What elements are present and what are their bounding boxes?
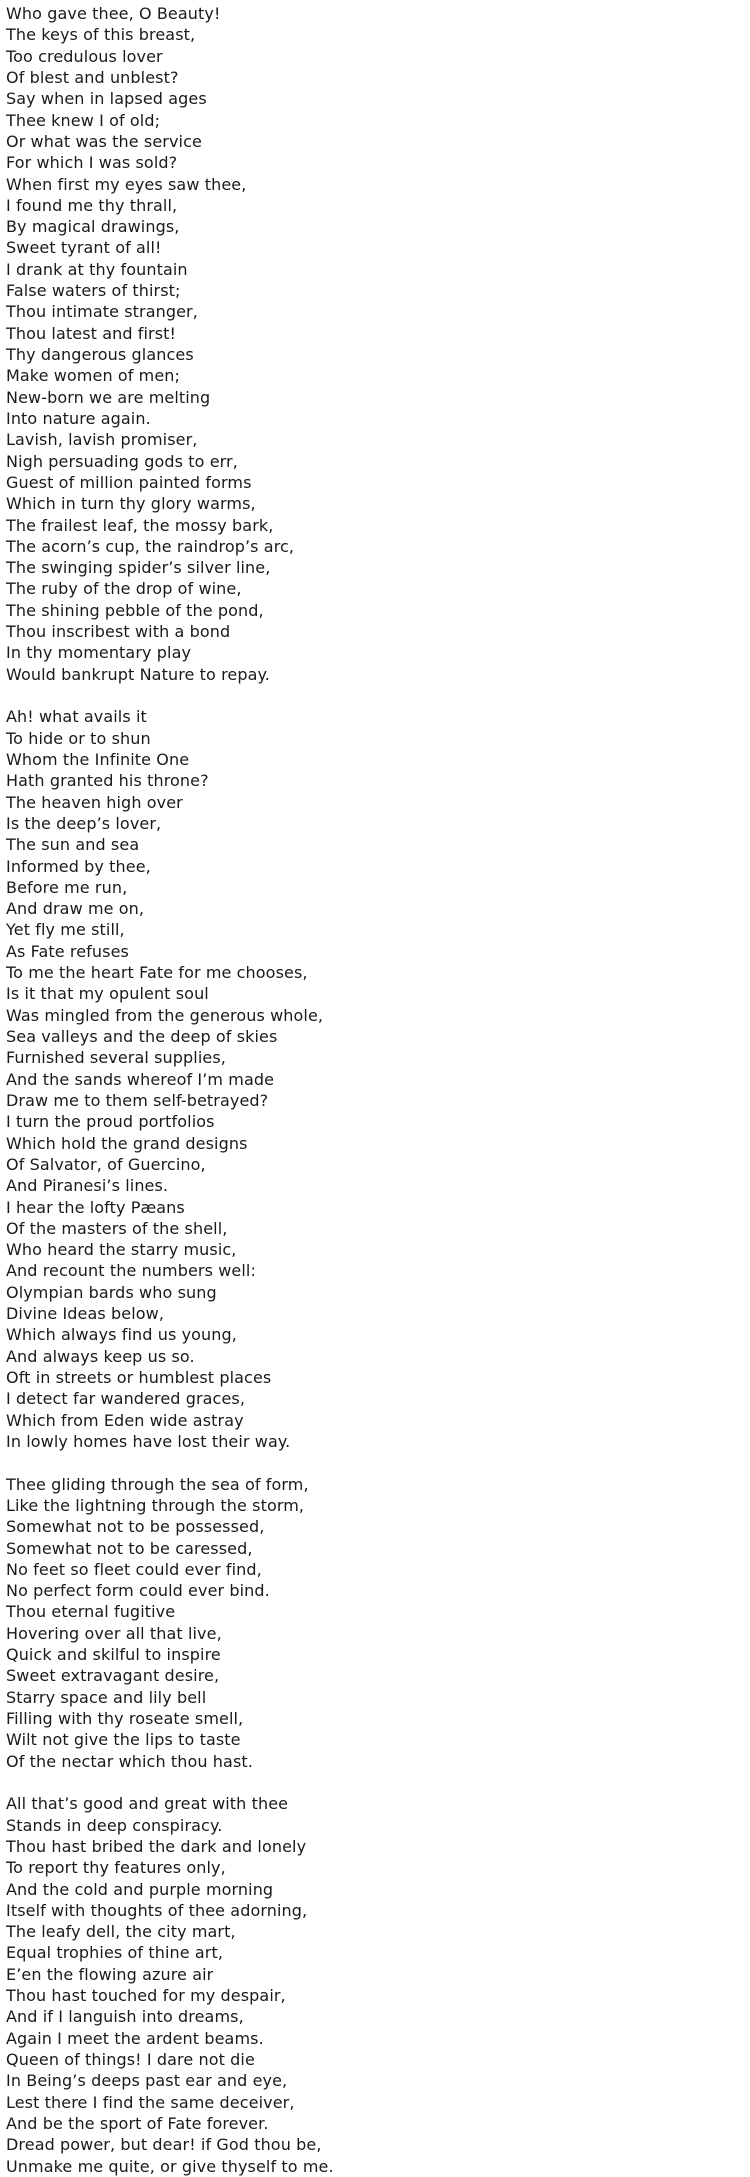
poem-line: Unmake me quite, or give thyself to me. (6, 2156, 334, 2176)
poem-line: No feet so fleet could ever find, (6, 1559, 262, 1579)
poem-line: All that’s good and great with thee (6, 1794, 289, 1814)
poem-stanza (6, 1793, 750, 2177)
poem-line: Before me run, (6, 877, 128, 897)
poem-line: The keys of this breast, (6, 25, 196, 45)
poem-line: Is the deep’s lover, (6, 813, 162, 833)
poem-line: To report thy features only, (6, 1858, 226, 1878)
poem-line: Would bankrupt Nature to repay. (6, 664, 270, 684)
poem-line: As Fate refuses (6, 941, 129, 961)
poem-line: Which from Eden wide astray (6, 1410, 244, 1430)
poem-line: Itself with thoughts of thee adorning, (6, 1900, 308, 1920)
poem-line: Of the nectar which thou hast. (6, 1751, 253, 1771)
poem-line: No perfect form could ever bind. (6, 1581, 270, 1601)
poem-line: And draw me on, (6, 899, 145, 919)
poem-line: And recount the numbers well: (6, 1261, 256, 1281)
poem-line: Which hold the grand designs (6, 1133, 248, 1153)
poem-line: When first my eyes saw thee, (6, 174, 247, 194)
poem-line: Of Salvator, of Guercino, (6, 1154, 206, 1174)
poem-line: Stands in deep conspiracy. (6, 1815, 223, 1835)
poem-stanza (6, 3, 750, 685)
poem-line: Somewhat not to be possessed, (6, 1517, 265, 1537)
poem-line: Sweet tyrant of all! (6, 238, 162, 258)
poem-line: Wilt not give the lips to taste (6, 1730, 241, 1750)
poem-line: Like the lightning through the storm, (6, 1495, 305, 1515)
poem-line: Thou intimate stranger, (6, 302, 198, 322)
poem-line: Make women of men; (6, 366, 181, 386)
poem-line: Thee knew I of old; (6, 110, 161, 130)
poem-line: Dread power, but dear! if God thou be, (6, 2135, 322, 2155)
poem-line: I turn the proud portfolios (6, 1112, 215, 1132)
poem-line: Which in turn thy glory warms, (6, 494, 256, 514)
poem-line: Thou hast bribed the dark and lonely (6, 1836, 307, 1856)
poem-line: Thou latest and first! (6, 323, 177, 343)
poem-line: New-born we are melting (6, 387, 211, 407)
poem-stanza (6, 706, 750, 1452)
poem-line: Too credulous lover (6, 46, 163, 66)
poem-line: Thou eternal fugitive (6, 1602, 176, 1622)
poem-line: Of the masters of the shell, (6, 1218, 228, 1238)
poem-line: Or what was the service (6, 131, 202, 151)
poem-line: Ah! what avails it (6, 707, 147, 727)
poem-line: Hovering over all that live, (6, 1623, 222, 1643)
poem-line: Equal trophies of thine art, (6, 1943, 224, 1963)
poem-line: Lavish, lavish promiser, (6, 430, 198, 450)
poem-line: And the cold and purple morning (6, 1879, 274, 1899)
poem-line: In lowly homes have lost their way. (6, 1431, 291, 1451)
poem-line: Furnished several supplies, (6, 1048, 226, 1068)
poem-line: Thee gliding through the sea of form, (6, 1474, 309, 1494)
poem-line: Starry space and lily bell (6, 1687, 207, 1707)
poem-line: False waters of thirst; (6, 281, 181, 301)
poem-line: Filling with thy roseate smell, (6, 1709, 244, 1728)
poem-line: And the sands whereof I’m made (6, 1069, 275, 1089)
poem-line: The heaven high over (6, 792, 183, 812)
poem-line: Guest of million painted forms (6, 472, 252, 492)
poem-line: In Being’s deeps past ear and eye, (6, 2071, 288, 2091)
poem-line: Thou hast touched for my despair, (6, 1986, 286, 2006)
poem-line: Into nature again. (6, 408, 151, 428)
poem-line: I found me thy thrall, (6, 195, 178, 215)
poem-line: Which always find us young, (6, 1325, 237, 1345)
poem-line: Whom the Infinite One (6, 749, 190, 769)
poem-line: To hide or to shun (6, 728, 151, 748)
poem-line: By magical drawings, (6, 217, 180, 237)
poem-line: And Piranesi’s lines. (6, 1176, 169, 1196)
poem-line: Oft in streets or humblest places (6, 1368, 272, 1387)
poem-line: The frailest leaf, the mossy bark, (6, 515, 274, 535)
poem-line: Again I meet the ardent beams. (6, 2028, 264, 2048)
poem-line: Thy dangerous glances (6, 345, 194, 364)
poem-line: For which I was sold? (6, 153, 178, 173)
poem-line: Hath granted his throne? (6, 771, 209, 791)
poem-line: The leafy dell, the city mart, (6, 1922, 236, 1942)
poem-line: And if I languish into dreams, (6, 2007, 244, 2027)
poem-line: Of blest and unblest? (6, 67, 179, 87)
poem-line: The shining pebble of the pond, (6, 600, 264, 620)
poem-line: Informed by thee, (6, 856, 151, 876)
poem-line: And always keep us so. (6, 1346, 195, 1366)
poem-stanza (6, 1474, 750, 1772)
poem-line: Divine Ideas below, (6, 1304, 165, 1324)
poem-line: Sea valleys and the deep of skies (6, 1027, 278, 1046)
poem-line: Nigh persuading gods to err, (6, 451, 238, 471)
poem-line: The swinging spider’s silver line, (6, 558, 271, 578)
poem-line: Sweet extravagant desire, (6, 1666, 220, 1686)
poem-line: Draw me to them self-betrayed? (6, 1090, 269, 1110)
poem-line: And be the sport of Fate forever. (6, 2113, 269, 2133)
poem-line: Quick and skilful to inspire (6, 1645, 221, 1665)
poem-line: Olympian bards who sung (6, 1282, 217, 1302)
poem-line: I hear the lofty Pæans (6, 1197, 185, 1217)
poem-line: Thou inscribest with a bond (6, 622, 231, 642)
poem-line: The acorn’s cup, the raindrop’s arc, (6, 536, 295, 556)
poem-line: To me the heart Fate for me chooses, (6, 963, 308, 983)
poem-line: In thy momentary play (6, 643, 192, 663)
poem-line: The sun and sea (6, 835, 140, 855)
poem-line: I detect far wandered graces, (6, 1389, 246, 1409)
poem-line: Queen of things! I dare not die (6, 2050, 255, 2069)
poem-line: Say when in lapsed ages (6, 89, 207, 109)
poem-line: Somewhat not to be caressed, (6, 1538, 253, 1558)
poem-line: Yet fly me still, (6, 920, 125, 940)
poem-line: Who gave thee, O Beauty! (6, 4, 221, 23)
poem-line: E’en the flowing azure air (6, 1964, 214, 1984)
poem-line: Is it that my opulent soul (6, 984, 209, 1004)
poem-line: Lest there I find the same deceiver, (6, 2092, 295, 2112)
poem-line: Who heard the starry music, (6, 1240, 237, 1260)
poem-line: Was mingled from the generous whole, (6, 1005, 324, 1025)
poem-line: I drank at thy fountain (6, 259, 188, 279)
poem-line: The ruby of the drop of wine, (6, 579, 242, 599)
